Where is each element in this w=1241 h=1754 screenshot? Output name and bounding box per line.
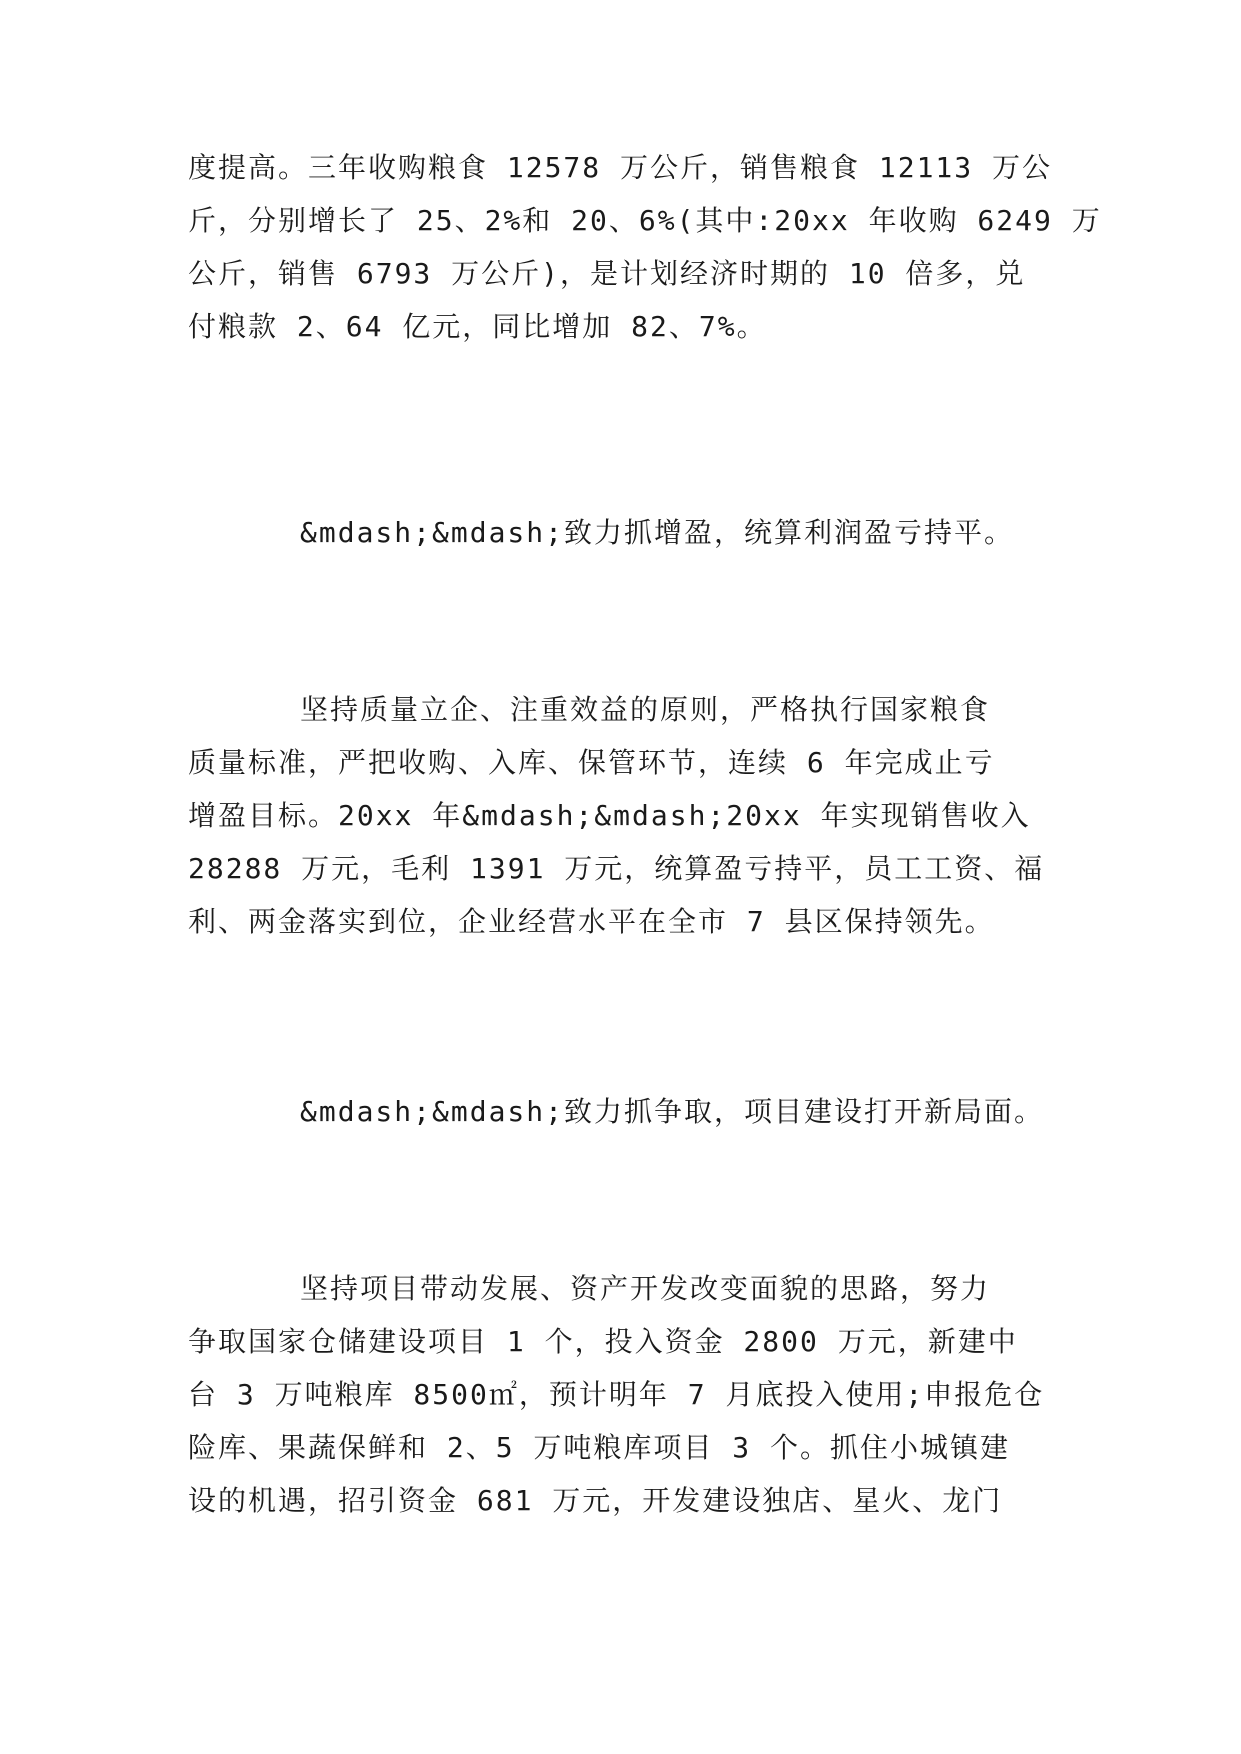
section-heading-profit: &mdash;&mdash;致力抓增盈，统算利润盈亏持平。 (300, 516, 1015, 549)
paragraph-1-line-4: 付粮款 2、64 亿元，同比增加 82、7%。 (188, 310, 767, 343)
paragraph-2-line-5: 利、两金落实到位，企业经营水平在全市 7 县区保持领先。 (188, 905, 995, 938)
paragraph-2-line-2: 质量标准，严把收购、入库、保管环节，连续 6 年完成止亏 (188, 746, 995, 779)
paragraph-3-line-3: 台 3 万吨粮库 8500㎡，预计明年 7 月底投入使用;申报危仓 (188, 1378, 1045, 1411)
paragraph-2-line-1: 坚持质量立企、注重效益的原则，严格执行国家粮食 (300, 693, 991, 726)
paragraph-3-line-1: 坚持项目带动发展、资产开发改变面貌的思路，努力 (300, 1272, 991, 1305)
section-heading-projects: &mdash;&mdash;致力抓争取，项目建设打开新局面。 (300, 1095, 1045, 1128)
paragraph-2-line-3: 增盈目标。20xx 年&mdash;&mdash;20xx 年实现销售收入 (188, 799, 1031, 832)
paragraph-3-line-5: 设的机遇，招引资金 681 万元，开发建设独店、星火、龙门 (188, 1484, 1003, 1517)
paragraph-3-line-2: 争取国家仓储建设项目 1 个，投入资金 2800 万元，新建中 (188, 1325, 1018, 1358)
paragraph-2-line-4: 28288 万元，毛利 1391 万元，统算盈亏持平，员工工资、福 (188, 852, 1045, 885)
paragraph-1-line-1: 度提高。三年收购粮食 12578 万公斤，销售粮食 12113 万公 (188, 151, 1053, 184)
paragraph-1-line-2: 斤，分别增长了 25、2%和 20、6%(其中:20xx 年收购 6249 万 (188, 204, 1102, 237)
paragraph-1-line-3: 公斤，销售 6793 万公斤)，是计划经济时期的 10 倍多，兑 (188, 257, 1026, 290)
paragraph-3-line-4: 险库、果蔬保鲜和 2、5 万吨粮库项目 3 个。抓住小城镇建 (188, 1431, 1011, 1464)
